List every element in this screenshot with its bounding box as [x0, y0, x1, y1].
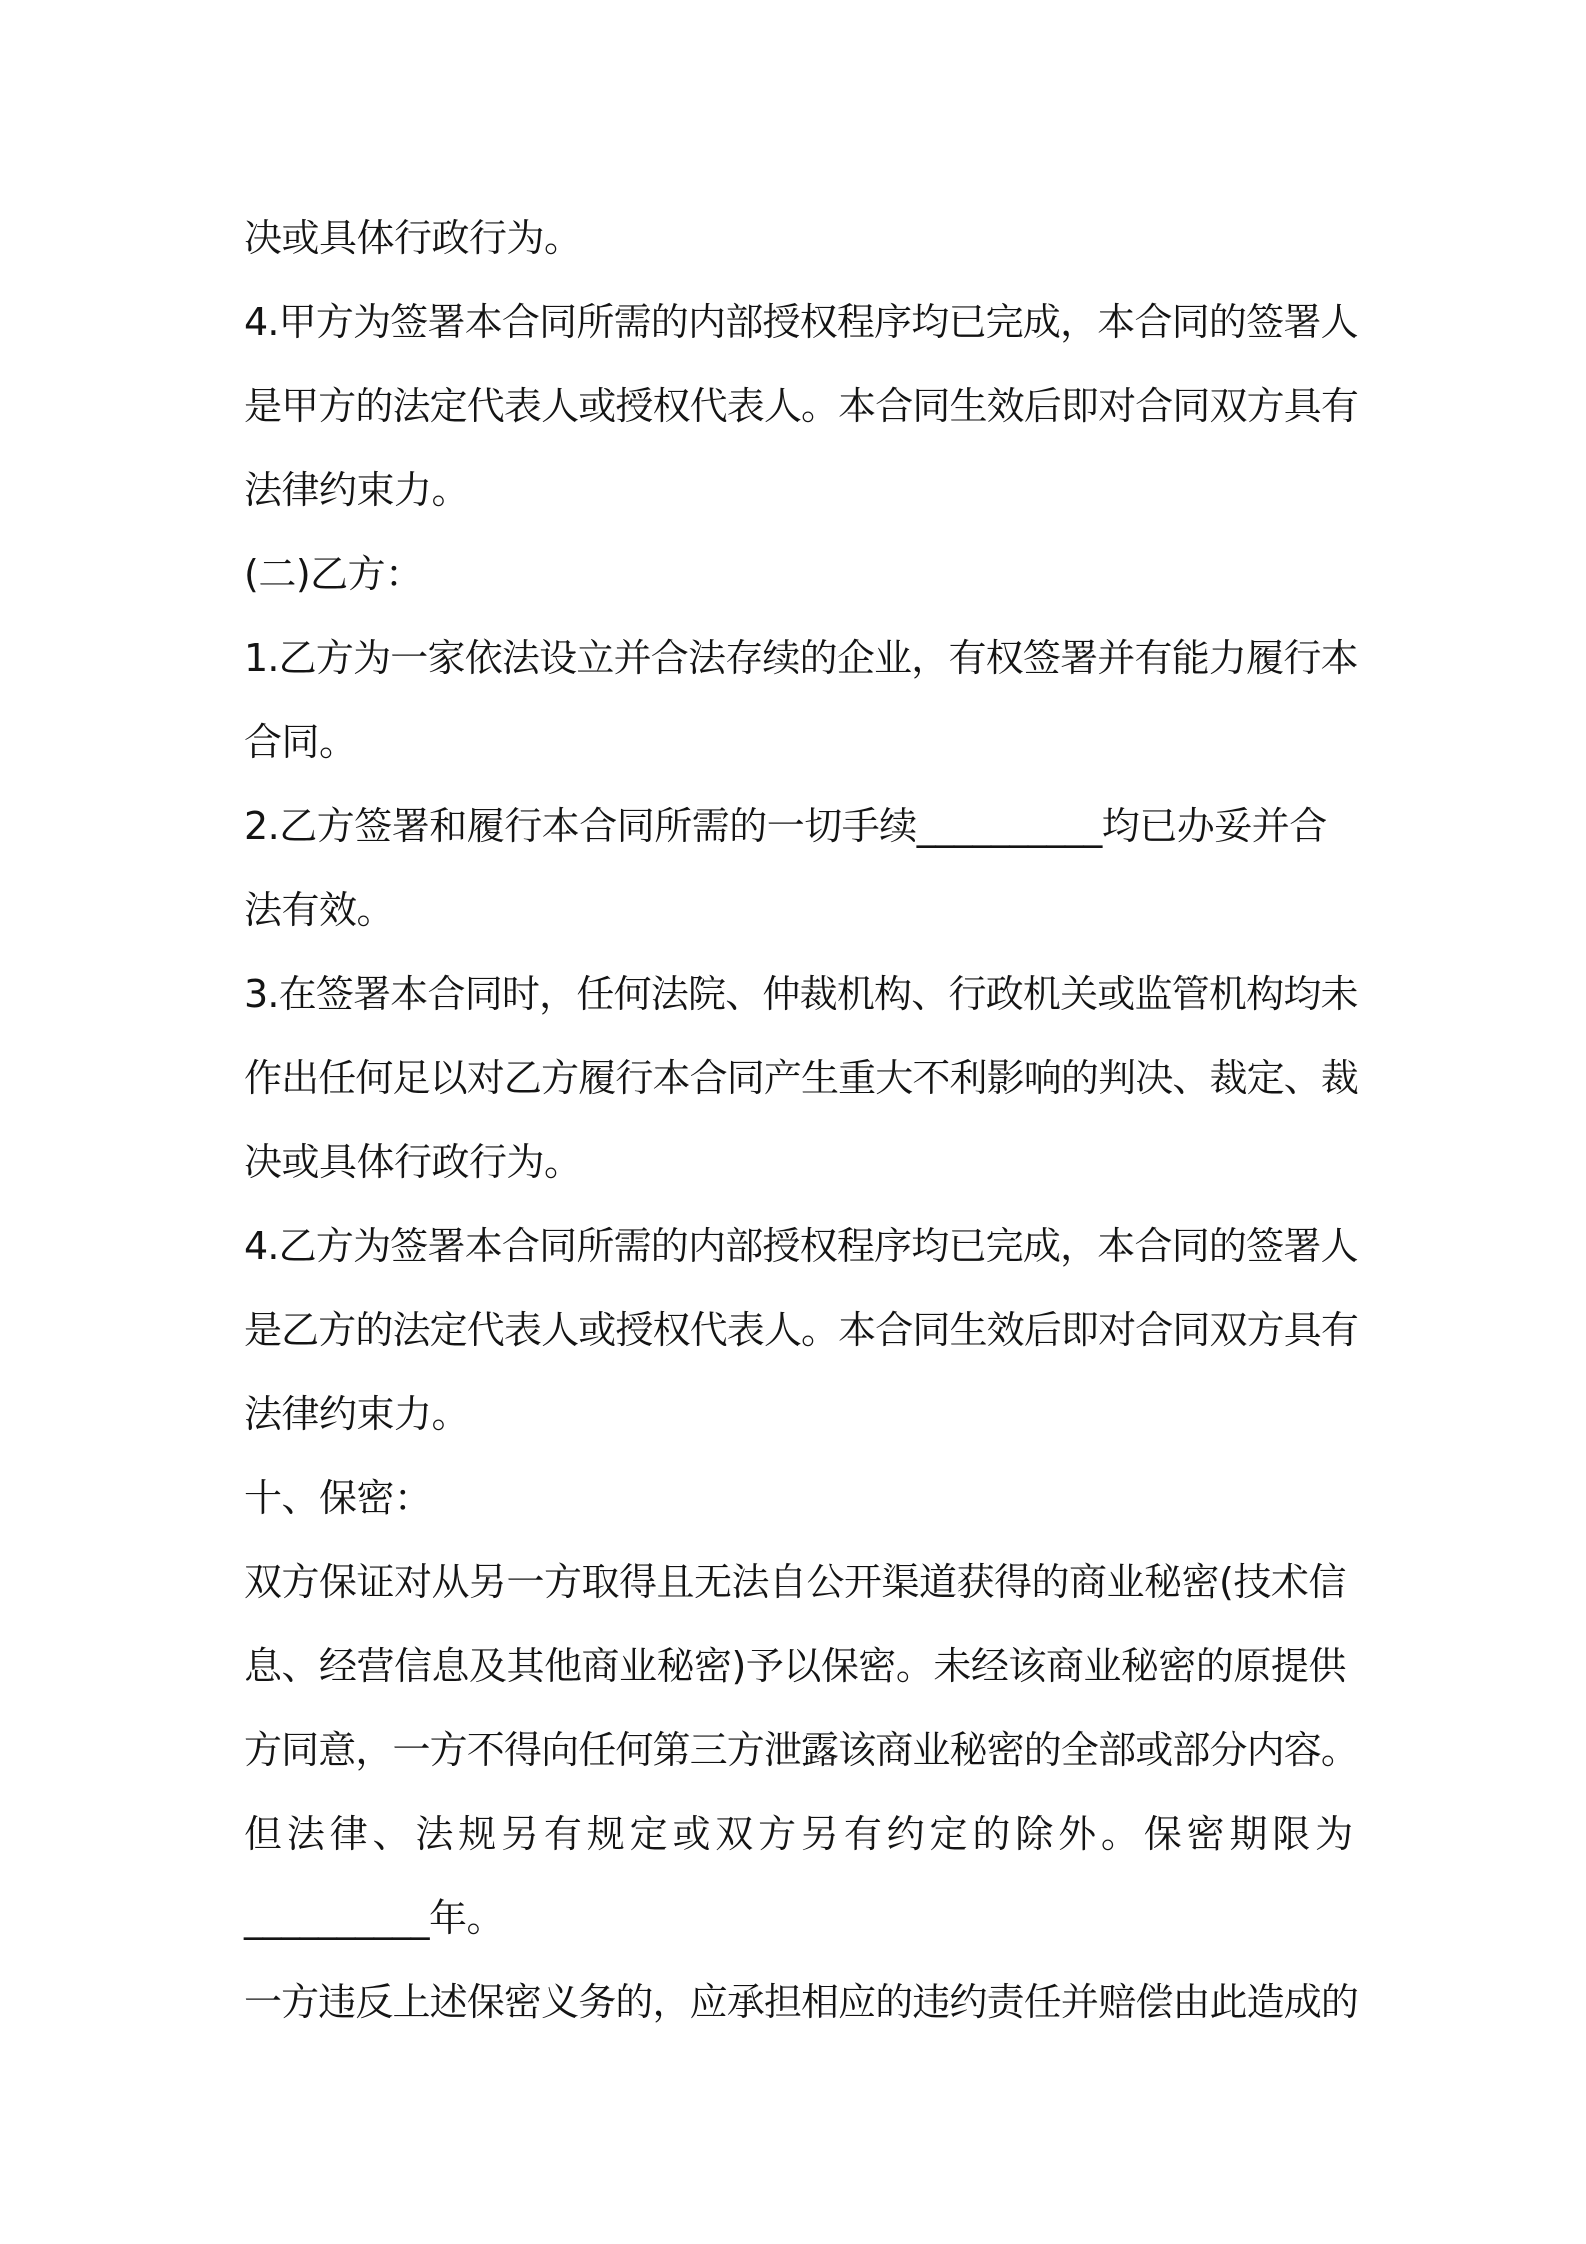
text-line: 4.甲方为签署本合同所需的内部授权程序均已完成，本合同的签署人: [244, 300, 1358, 344]
text-line: 是甲方的法定代表人或授权代表人。本合同生效后即对合同双方具有: [244, 384, 1359, 428]
text-line: 合同。: [244, 720, 357, 764]
text-line: 法律约束力。: [244, 468, 470, 512]
document-body: [244, 196, 1358, 2044]
text-line: 4.乙方为签署本合同所需的内部授权程序均已完成，本合同的签署人: [244, 1224, 1358, 1268]
text-line: 3.在签署本合同时，任何法院、仲裁机构、行政机关或监管机构均未: [244, 972, 1358, 1016]
section-heading: 十、保密：: [244, 1476, 432, 1520]
text-line: 法律约束力。: [244, 1392, 470, 1436]
text-line: 一方违反上述保密义务的，应承担相应的违约责任并赔偿由此造成的: [244, 1980, 1359, 2024]
text-line: 决或具体行政行为。: [244, 1140, 582, 1184]
text-line: 决或具体行政行为。: [244, 216, 582, 260]
text-line: 双方保证对从另一方取得且无法自公开渠道获得的商业秘密(技术信: [244, 1560, 1346, 1604]
text-line: 方同意，一方不得向任何第三方泄露该商业秘密的全部或部分内容。: [244, 1728, 1359, 1772]
text-line: 是乙方的法定代表人或授权代表人。本合同生效后即对合同双方具有: [244, 1308, 1359, 1352]
text-line: 法有效。: [244, 888, 395, 932]
text-line: 息、经营信息及其他商业秘密)予以保密。未经该商业秘密的原提供: [244, 1644, 1346, 1688]
text-line: 2.乙方签署和履行本合同所需的一切手续__________均已办妥并合: [244, 804, 1327, 848]
text-line: __________年。: [244, 1896, 505, 1940]
text-line: 1.乙方为一家依法设立并合法存续的企业，有权签署并有能力履行本: [244, 636, 1358, 680]
text-line: 但法律、法规另有规定或双方另有约定的除外。保密期限为: [244, 1812, 1359, 1856]
section-heading: (二)乙方：: [244, 552, 423, 596]
text-line: 作出任何足以对乙方履行本合同产生重大不利影响的判决、裁定、裁: [244, 1056, 1359, 1100]
